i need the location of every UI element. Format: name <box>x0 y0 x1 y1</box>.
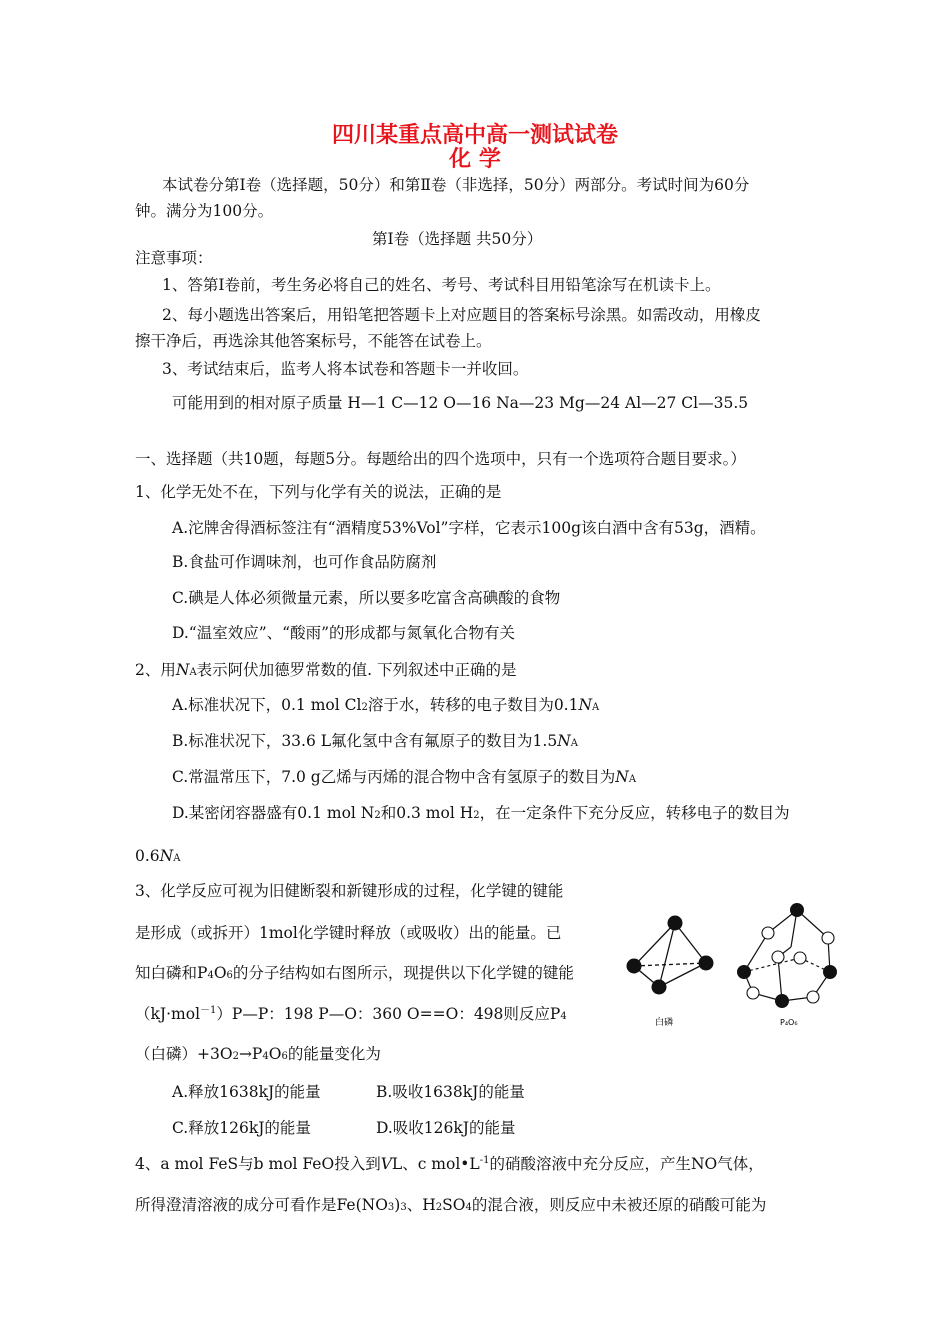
q2-option-b: B.标准状况下，33.6 L氟化氢中含有氟原子的数目为1.5NA <box>172 732 578 750</box>
q2-option-c: C.常温常压下，7.0 g乙烯与丙烯的混合物中含有氢原子的数目为NA <box>172 768 637 786</box>
section-title: 第Ⅰ卷（选择题 共50分） <box>372 230 543 248</box>
q3-option-a: A.释放1638kJ的能量 <box>172 1083 321 1101</box>
white-phosphorus-label: 白磷 <box>655 1018 674 1028</box>
intro-line-1: 本试卷分第Ⅰ卷（选择题，50分）和第Ⅱ卷（非选择，50分）两部分。考试时间为60分 <box>162 176 750 194</box>
notice-2a: 2、每小题选出答案后，用铅笔把答题卡上对应题目的答案标号涂黑。如需改动，用橡皮 <box>162 306 761 324</box>
p4o6-oxygen-atoms <box>747 927 834 1003</box>
p4o6-label: P₄O₆ <box>780 1018 798 1027</box>
subject-title: 化 学 <box>449 146 501 172</box>
q3-option-d: D.吸收126kJ的能量 <box>376 1119 516 1137</box>
q3-line-2: 是形成（或拆开）1mol化学键时释放（或吸收）出的能量。已 <box>135 924 562 942</box>
q1-option-d: D.“温室效应”、“酸雨”的形成都与氮氧化合物有关 <box>172 624 515 642</box>
q1-option-a: A.沱牌舍得酒标签注有“酒精度53%Vol”字样，它表示100g该白酒中含有53g，酒精。 <box>172 519 766 537</box>
q3-line-1: 3、化学反应可视为旧健断裂和新键形成的过程，化学键的键能 <box>135 882 564 900</box>
q2-option-d-cont: 0.6NA <box>135 847 181 865</box>
phosphorus-atom <box>668 916 683 931</box>
part1-heading: 一、选择题（共10题，每题5分。每题给出的四个选项中，只有一个选项符合题目要求。） <box>135 450 746 468</box>
q3-line-3: 知白磷和P4O6的分子结构如右图所示，现提供以下化学键的键能 <box>135 964 574 982</box>
notice-1: 1、答第Ⅰ卷前，考生务必将自己的姓名、考号、考试科目用铅笔涂写在机读卡上。 <box>162 276 721 294</box>
q2-stem: 2、用NA表示阿伏加德罗常数的值. 下列叙述中正确的是 <box>135 661 517 679</box>
q4-line-1: 4、a mol FeS与b mol FeO投入到VL、c $mol•L^{-1}$的硝酸溶液中充分反应，产生NO气体， <box>135 1155 764 1173</box>
molecule-structure-figure <box>620 893 860 1033</box>
q1-option-b: B.食盐可作调味剂，也可作食品防腐剂 <box>172 553 437 571</box>
phosphorus-atom <box>699 956 714 971</box>
q1-option-c: C.碘是人体必须微量元素，所以要多吃富含高碘酸的食物 <box>172 589 561 607</box>
q3-line-4: （kJ·mol$^{-1}$）P—P：198 P—O：360 O==O：498则反应P4 <box>135 1005 567 1023</box>
q3-line-5: （白磷）+3O2→P4O6的能量变化为 <box>135 1045 381 1063</box>
intro-line-2: 钟。满分为100分。 <box>135 202 274 220</box>
phosphorus-atom <box>627 959 642 974</box>
p4o6-molecule <box>744 910 830 1001</box>
white-phosphorus-molecule <box>634 923 706 987</box>
q1-stem: 1、化学无处不在，下列与化学有关的说法，正确的是 <box>135 483 502 501</box>
notice-2b: 擦干净后，再选涂其他答案标号，不能答在试卷上。 <box>135 332 492 350</box>
notice-heading: 注意事项： <box>135 249 213 267</box>
phosphorus-atom <box>652 980 667 995</box>
q2-option-a: A.标准状况下，0.1 mol Cl2溶于水，转移的电子数目为0.1NA <box>172 696 600 714</box>
q4-line-2: 所得澄清溶液的成分可看作是Fe(NO3)3、H2SO4的混合液，则反应中未被还原的硝酸可能为 <box>135 1196 767 1214</box>
q2-option-d: D.某密闭容器盛有0.1 mol N2和0.3 mol H2，在一定条件下充分反应，转移电子的数目为 <box>172 804 790 822</box>
q3-option-b: B.吸收1638kJ的能量 <box>376 1083 525 1101</box>
atomic-masses: 可能用到的相对原子质量 H—1 C—12 O—16 Na—23 Mg—24 Al—27 Cl—35.5 <box>172 394 749 412</box>
page-title: 四川某重点高中高一测试试卷 <box>331 122 618 148</box>
q3-option-c: C.释放126kJ的能量 <box>172 1119 311 1137</box>
notice-3: 3、考试结束后，监考人将本试卷和答题卡一并收回。 <box>162 360 529 378</box>
